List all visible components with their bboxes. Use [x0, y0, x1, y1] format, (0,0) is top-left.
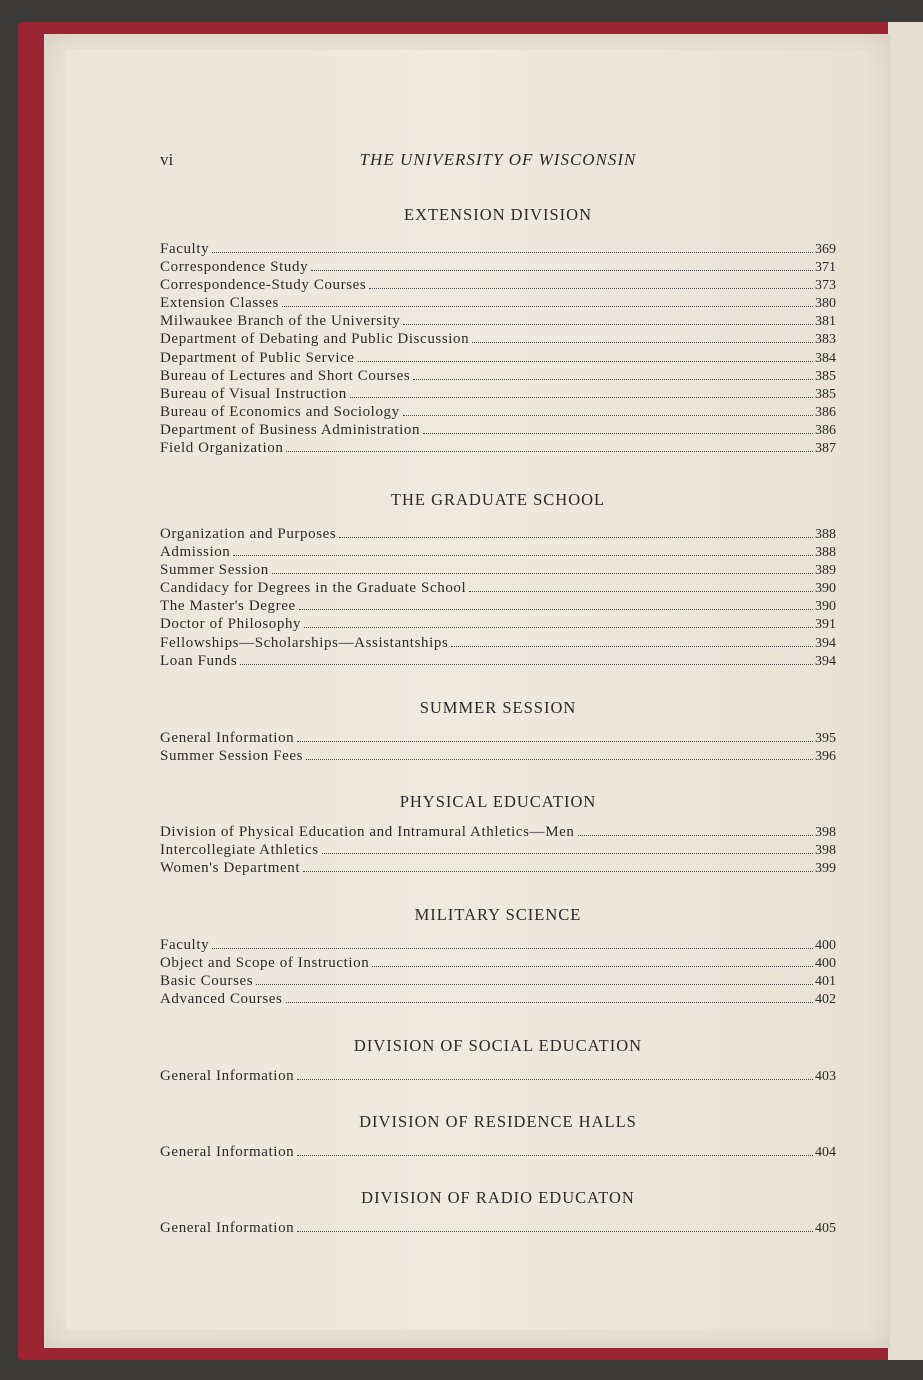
section-title: DIVISION OF RESIDENCE HALLS — [359, 1112, 637, 1131]
toc-entry: Extension Classes 380 — [160, 295, 836, 312]
toc-list — [160, 936, 836, 1008]
toc-entry: Milwaukee Branch of the University 381 — [160, 313, 836, 330]
toc-entry: Candidacy for Degrees in the Graduate School 390 — [160, 580, 836, 597]
toc-entry: Women's Department 399 — [160, 860, 836, 877]
section-title: DIVISION OF SOCIAL EDUCATION — [353, 1036, 643, 1055]
section-title: PHYSICAL EDUCATION — [399, 792, 597, 811]
adjacent-page-edge — [888, 22, 923, 1360]
toc-entry: Correspondence Study 371 — [160, 259, 836, 276]
toc-entry: Advanced Courses 402 — [160, 991, 836, 1008]
toc-list — [160, 240, 836, 457]
toc-entry: Faculty 369 — [160, 241, 836, 257]
toc-entry: Intercollegiate Athletics 398 — [160, 842, 836, 859]
toc-entry: General Information 403 — [160, 1068, 836, 1084]
toc-entry: Fellowships—Scholarships—Assistantships 394 — [160, 634, 836, 651]
toc-entry: Bureau of Economics and Sociology 386 — [160, 403, 836, 420]
toc-entry: General Information 395 — [160, 730, 836, 746]
toc-entry: Department of Debating and Public Discussion 383 — [160, 331, 836, 348]
toc-list — [160, 1067, 836, 1085]
toc-list — [160, 525, 836, 670]
section-title: THE GRADUATE SCHOOL — [390, 490, 606, 509]
toc-list — [160, 823, 836, 877]
toc-entry: Basic Courses 401 — [160, 973, 836, 990]
running-title: THE UNIVERSITY OF WISCONSIN — [359, 150, 637, 169]
toc-entry: Bureau of Visual Instruction 385 — [160, 385, 836, 402]
toc-entry: Admission 388 — [160, 544, 836, 561]
toc-entry: Loan Funds 394 — [160, 652, 836, 669]
toc-entry: Division of Physical Education and Intramural Athletics—Men 398 — [160, 824, 836, 840]
toc-entry: Summer Session Fees 396 — [160, 748, 836, 765]
toc-entry: Department of Public Service 384 — [160, 349, 836, 366]
toc-list — [160, 1143, 836, 1161]
toc-entry: General Information 404 — [160, 1144, 836, 1160]
toc-entry: Department of Business Administration 386 — [160, 421, 836, 438]
section-title: DIVISION OF RADIO EDUCATON — [361, 1188, 635, 1207]
toc-entry: Bureau of Lectures and Short Courses 385 — [160, 367, 836, 384]
toc-entry: Organization and Purposes 388 — [160, 526, 836, 542]
toc-entry: Object and Scope of Instruction 400 — [160, 955, 836, 972]
toc-entry: The Master's Degree 390 — [160, 598, 836, 615]
toc-list — [160, 729, 836, 765]
section-title: MILITARY SCIENCE — [414, 905, 582, 924]
toc-entry: General Information 405 — [160, 1220, 836, 1236]
section-title: EXTENSION DIVISION — [403, 205, 593, 224]
toc-list — [160, 1219, 836, 1237]
toc-entry: Summer Session 389 — [160, 562, 836, 579]
page-number: vi — [160, 150, 174, 169]
toc-entry: Doctor of Philosophy 391 — [160, 616, 836, 633]
toc-entry: Correspondence-Study Courses 373 — [160, 277, 836, 294]
toc-entry: Faculty 400 — [160, 937, 836, 953]
toc-entry: Field Organization 387 — [160, 440, 836, 457]
section-title: SUMMER SESSION — [419, 698, 577, 717]
running-header — [160, 150, 836, 174]
